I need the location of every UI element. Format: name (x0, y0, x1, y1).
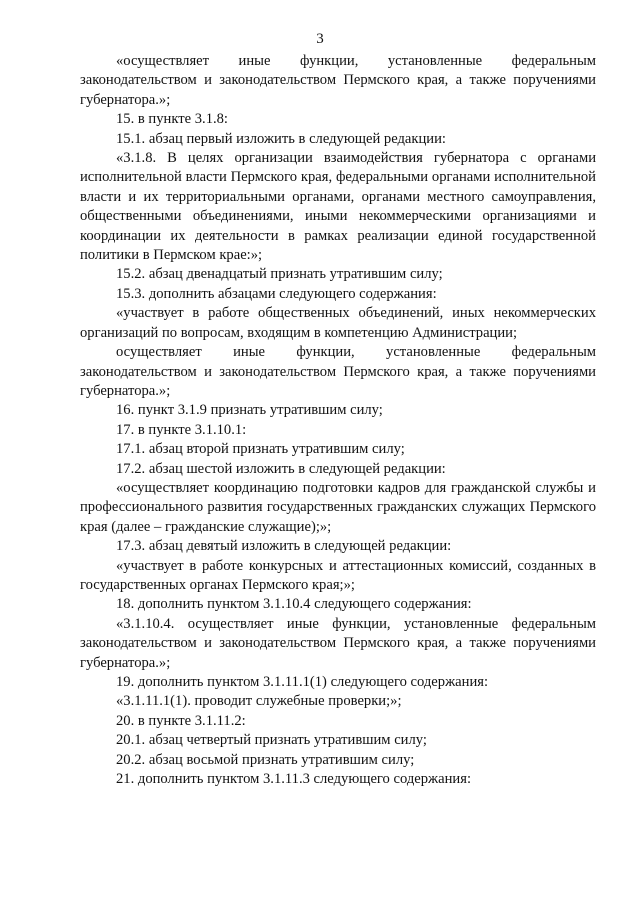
paragraph: 15.2. абзац двенадцатый признать утратившим силу; (116, 266, 443, 283)
page-number: 3 (316, 31, 324, 47)
paragraph: 20. в пункте 3.1.11.2: (116, 712, 246, 729)
paragraph: «осуществляет координацию подготовки кадров для гражданской службы и профессионального развития государственных гражданских служащих Пермского края (далее – гражданские служащие);»; (80, 479, 596, 535)
paragraph: 15.1. абзац первый изложить в следующей редакции: (116, 130, 446, 147)
paragraph: «3.1.10.4. осуществляет иные функции, установленные федеральным законодательством и законодательством Пермского края, а также поручениями губернатора.»; (80, 615, 596, 671)
paragraph: 17. в пункте 3.1.10.1: (116, 421, 247, 438)
paragraph: 17.2. абзац шестой изложить в следующей редакции: (116, 460, 446, 477)
document-body (80, 52, 596, 789)
paragraph: «участвует в работе конкурсных и аттестационных комиссий, созданных в государственных органах Пермского края;»; (80, 557, 596, 593)
paragraph: 18. дополнить пунктом 3.1.10.4 следующего содержания: (116, 596, 472, 613)
paragraph: 19. дополнить пунктом 3.1.11.1(1) следующего содержания: (116, 674, 489, 690)
paragraph: 15.3. дополнить абзацами следующего содержания: (116, 285, 437, 302)
paragraph: 20.1. абзац четвертый признать утратившим силу; (116, 732, 427, 749)
paragraph: «3.1.11.1(1). проводит служебные проверки;»; (116, 693, 402, 710)
paragraph: 20.2. абзац восьмой признать утратившим силу; (116, 751, 415, 768)
paragraph: осуществляет иные функции, установленные федеральным законодательством и законодательством Пермского края, а также поручениями губернатора.»; (80, 344, 596, 399)
paragraph: 21. дополнить пунктом 3.1.11.3 следующего содержания: (116, 771, 472, 788)
paragraph: 17.1. абзац второй признать утратившим силу; (116, 441, 405, 458)
paragraph: 17.3. абзац девятый изложить в следующей редакции: (116, 538, 452, 555)
paragraph: «участвует в работе общественных объединений, иных некоммерческих организаций по вопросам, входящим в компетенцию Администрации; (80, 305, 596, 341)
paragraph: 15. в пункте 3.1.8: (116, 111, 228, 128)
paragraph: «3.1.8. В целях организации взаимодействия губернатора с органами исполнительной власти Пермского края, федеральными органами исполнительной власти и их территориальными органами, органами местного самоуправления, общественными объединениями, иными некоммерческими организациями и координации их деятельности в рамках реализации единой государственной политики в Пермском крае:»; (80, 150, 596, 264)
paragraph: «осуществляет иные функции, установленные федеральным законодательством и законодательством Пермского края, а также поручениями губернатора.»; (80, 53, 596, 108)
paragraph: 16. пункт 3.1.9 признать утратившим силу; (116, 402, 383, 419)
